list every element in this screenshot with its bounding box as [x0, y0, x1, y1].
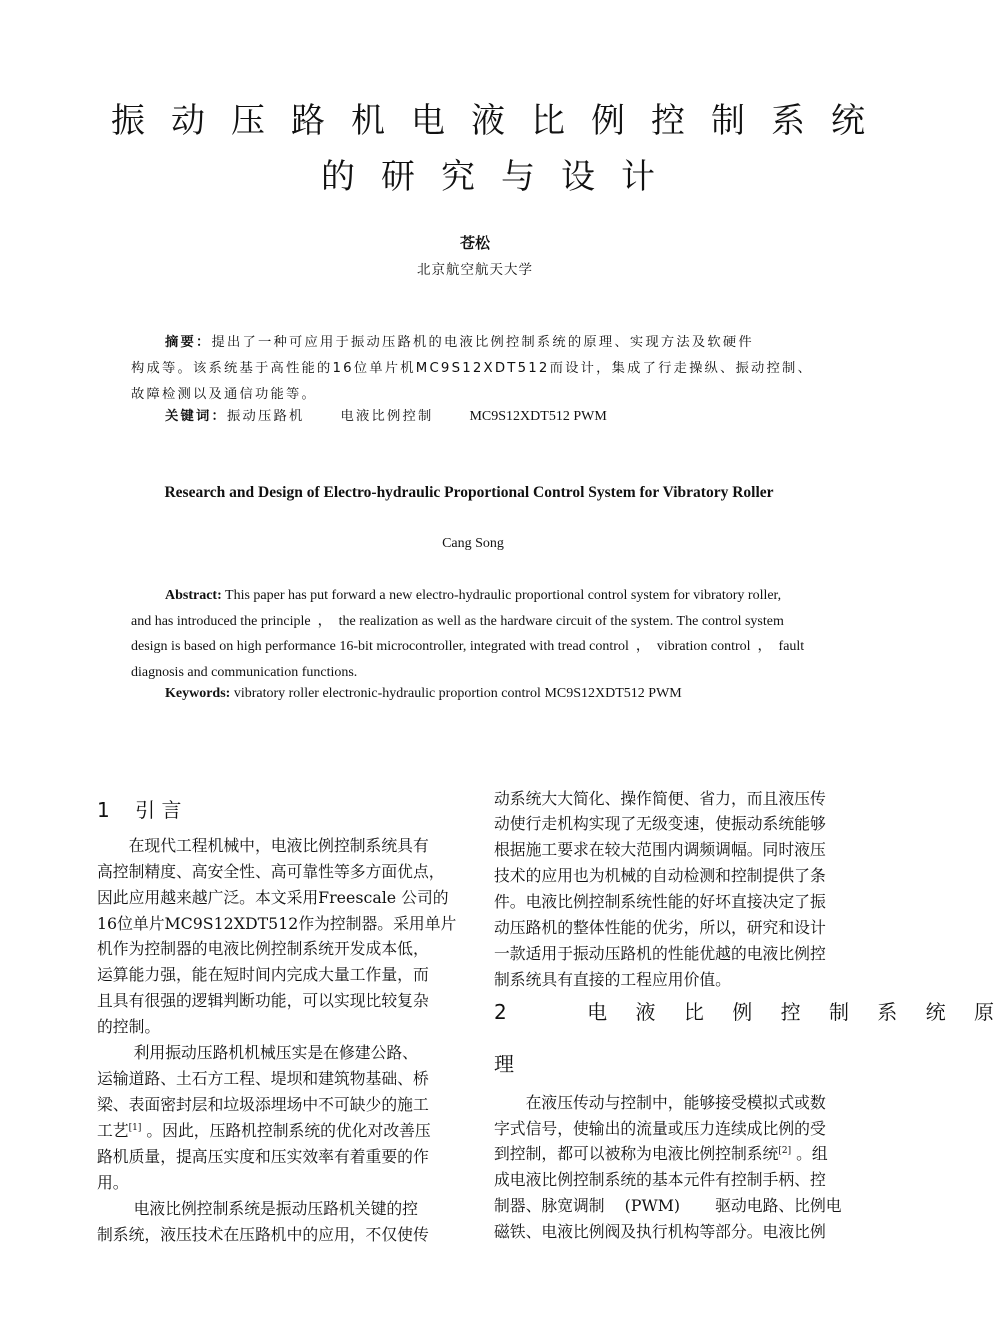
paragraph-line: 机作为控制器的电液比例控制系统开发成本低，	[97, 939, 429, 958]
citation-ref-2: [2]	[778, 1146, 792, 1156]
english-abstract-line2: and has introduced the principle ， the realization as well as the hardware circuit of the system. The control system	[131, 613, 784, 629]
paragraph-line: 根据施工要求在较大范围内调频调幅。同时液压	[494, 840, 826, 859]
paragraph-line: 用。	[97, 1173, 129, 1192]
paragraph-line: 且具有很强的逻辑判断功能，可以实现比较复杂	[97, 991, 429, 1010]
chinese-abstract	[131, 330, 821, 408]
paragraph-line: 因此应用越来越广泛。本文采用Freescale 公司的	[97, 888, 449, 907]
paper-title-line2: 的研究与设计	[321, 157, 681, 197]
chinese-abstract-line2: 构成等。该系统基于高性能的16位单片机MC9S12XDT512而设计，集成了行走操纵、振动控制、	[131, 361, 814, 376]
english-author: Cang Song	[442, 536, 504, 551]
paragraph-line: 电液比例控制系统是振动压路机关键的控	[97, 1199, 418, 1218]
paragraph-line: 一款适用于振动压路机的性能优越的电液比例控	[494, 944, 826, 963]
paragraph-line: 高控制精度、高安全性、高可靠性等多方面优点，	[97, 862, 445, 881]
paragraph-line: 运算能力强，能在短时间内完成大量工作量，而	[97, 965, 429, 984]
chinese-keywords-label: 关键词：	[165, 409, 227, 424]
citation-ref-1: [1]	[128, 1123, 142, 1133]
english-abstract-line1: Abstract: This paper has put forward a new electro-hydraulic proportional control system for vibratory roller,	[165, 588, 782, 603]
english-abstract-label: Abstract:	[165, 588, 222, 603]
paragraph-line: 路机质量，提高压实度和压实效率有着重要的作	[97, 1147, 429, 1166]
keyword-cn-3: MC9S12XDT512 PWM	[469, 409, 607, 424]
paragraph-line: 字式信号，使输出的流量或压力连续成比例的受	[494, 1119, 826, 1138]
chinese-abstract-line1: 摘要：提出了一种可应用于振动压路机的电液比例控制系统的原理、实现方法及软硬件	[165, 335, 754, 350]
paragraph-line: 制系统具有直接的工程应用价值。	[494, 970, 731, 989]
section1-heading: 1 引 言	[97, 798, 182, 822]
english-abstract-line3: design is based on high performance 16-bit microcontroller, integrated with tread control ， vibration control ， fault	[131, 639, 805, 654]
keyword-cn-2: 电液比例控制	[340, 409, 434, 424]
paragraph-line: 工艺[1] 。因此，压路机控制系统的优化对改善压	[97, 1121, 431, 1140]
english-abstract-line4: diagnosis and communication functions.	[131, 664, 358, 680]
english-title: Research and Design of Electro-hydraulic Proportional Control System for Vibratory Roller	[164, 484, 774, 501]
author-affiliation: 北京航空航天大学	[417, 262, 533, 278]
paragraph-line: 制系统，液压技术在压路机中的应用，不仅使传	[97, 1225, 429, 1244]
chinese-abstract-label: 摘要：	[165, 335, 212, 350]
english-keywords: Keywords: vibratory roller electronic-hydraulic proportion control MC9S12XDT512 PWM	[165, 686, 682, 701]
paragraph-line: 件。电液比例控制系统性能的好坏直接决定了振	[494, 892, 826, 911]
paragraph-line: 利用振动压路机机械压实是在修建公路、	[97, 1043, 418, 1062]
paragraph-line: 在液压传动与控制中，能够接受模拟式或数	[494, 1093, 826, 1112]
paragraph-line: 技术的应用也为机械的自动检测和控制提供了条	[494, 866, 826, 885]
english-abstract	[131, 583, 820, 685]
paragraph-line: 在现代工程机械中，电液比例控制系统具有	[97, 836, 429, 855]
paper-title-line1: 振动压路机电液比例控制系统	[111, 101, 891, 141]
paragraph-line: 动使行走机构实现了无级变速，使振动系统能够	[494, 814, 826, 833]
paragraph-line: 成电液比例控制系统的基本元件有控制手柄、控	[494, 1170, 826, 1189]
paragraph-line: 16位单片MC9S12XDT512作为控制器。采用单片	[97, 914, 457, 933]
section2-heading: 2 电 液 比 例 控 制 系 统 原	[494, 1000, 1005, 1024]
keyword-cn-1: 振动压路机	[227, 409, 305, 424]
paragraph-line: 制器、脉宽调制 (PWM) 驱动电路、比例电	[494, 1196, 842, 1215]
english-keywords-label: Keywords:	[165, 686, 231, 701]
paragraph-line: 运输道路、土石方工程、堤坝和建筑物基础、桥	[97, 1069, 429, 1088]
author-name: 苍松	[459, 234, 490, 252]
paragraph-line: 动系统大大简化、操作简便、省力，而且液压传	[494, 789, 826, 808]
chinese-abstract-line3: 故障检测以及通信功能等。	[131, 387, 317, 402]
paragraph-line: 磁铁、电液比例阀及执行机构等部分。电液比例	[494, 1222, 826, 1241]
section2-heading-cont: 理	[494, 1052, 514, 1076]
paragraph-line: 动压路机的整体性能的优劣，所以，研究和设计	[494, 918, 826, 937]
chinese-keywords	[165, 405, 607, 429]
paragraph-line: 梁、表面密封层和垃圾添埋场中不可缺少的施工	[97, 1095, 429, 1114]
paragraph-line: 的控制。	[97, 1017, 161, 1036]
paragraph-line: 到控制，都可以被称为电液比例控制系统[2] 。组	[494, 1144, 828, 1163]
